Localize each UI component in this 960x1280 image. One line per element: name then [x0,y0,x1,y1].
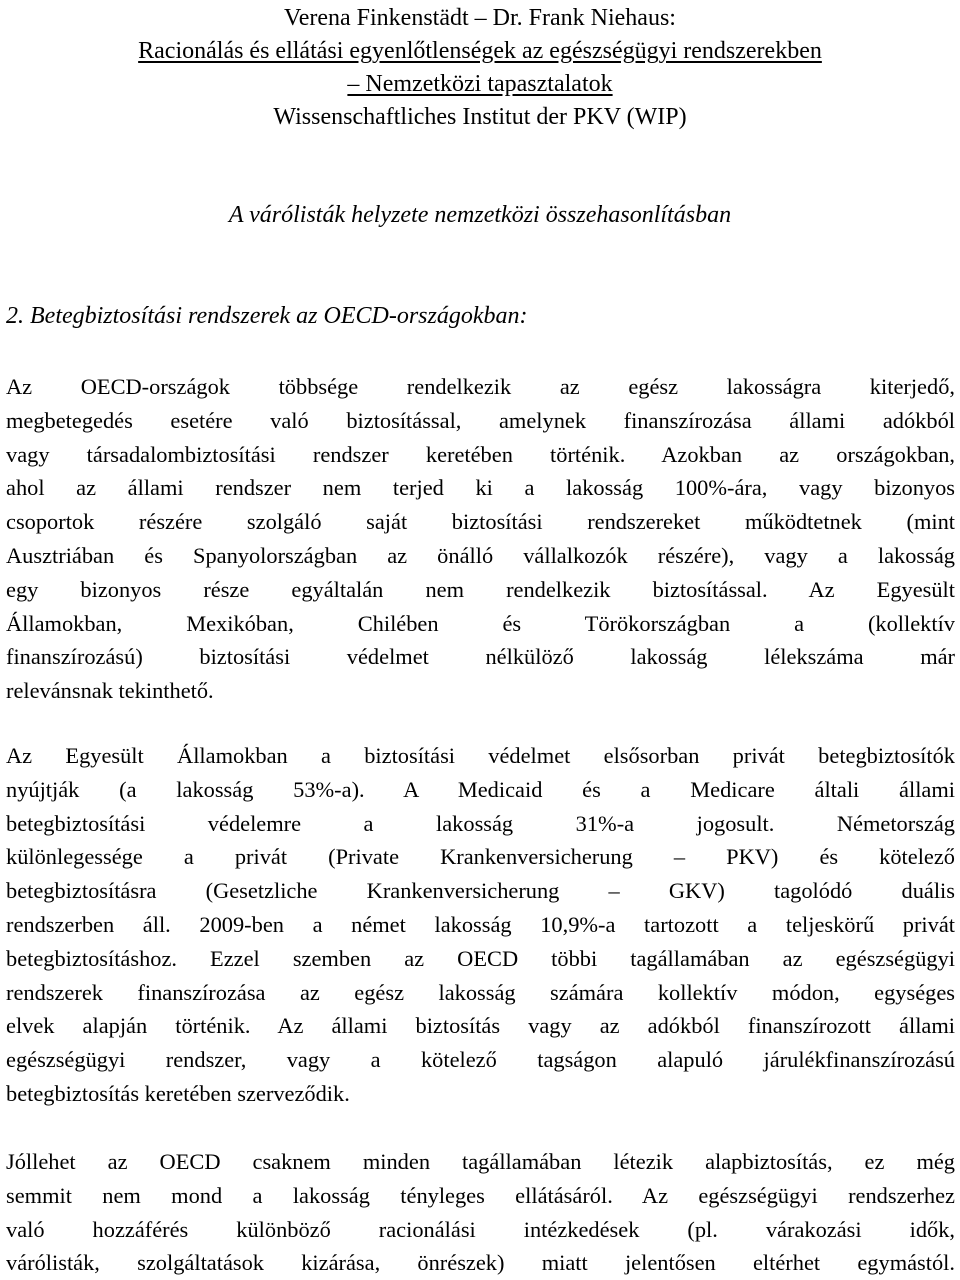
title-line-2: – Nemzetközi tapasztalatok [347,71,613,97]
paragraph-line: rendszerek finanszírozása az egész lakosság számára kollektív módon, egységes [6,979,955,1005]
paragraph-line: egészségügyi rendszer, vagy a kötelező tagságon alapuló járulékfinanszírozású [6,1047,955,1073]
paragraph-line: ahol az állami rendszer nem terjed ki a lakosság 100%-ára, vagy bizonyos [6,475,955,501]
title-line-1: Racionálás és ellátási egyenlőtlenségek az egészségügyi rendszerekben [138,38,822,64]
paragraph-line: semmit nem mond a lakosság tényleges ellátásáról. Az egészségügyi rendszerhez [6,1182,955,1208]
paragraph-line: nyújtják (a lakosság 53%-a). A Medicaid és a Medicare általi állami [6,776,955,802]
paragraph-line: relevánsnak tekinthető. [6,678,214,704]
paragraph-line: Az Egyesült Államokban a biztosítási védelmet elsősorban privát betegbiztosítók [6,743,955,768]
paragraph-3 [6,1145,955,1280]
paragraph-line: Az OECD-országok többsége rendelkezik az egész lakosságra kiterjedő, [6,374,955,399]
paragraph-line: betegbiztosítási védelemre a lakosság 31%-a jogosult. Németország [6,810,955,836]
paragraph-line: csoportok részére szolgáló saját biztosítási rendszereket működtetnek (mint [6,509,955,535]
paragraph-line: betegbiztosítás keretében szerveződik. [6,1080,350,1106]
document-header [0,2,960,134]
paragraph-line: elvek alapján történik. Az állami biztosítás vagy az adókból finanszírozott állami [6,1013,955,1039]
paragraph-line: rendszerben áll. 2009-ben a német lakosság 10,9%-a tartozott a teljeskörű privát [6,911,955,937]
paragraph-line: várólisták, szolgáltatások kizárása, önrészek) miatt jelentősen eltérhet egymástól. [6,1250,955,1276]
paragraph-line: Ausztriában és Spanyolországban az önálló vállalkozók részére), vagy a lakosság [6,542,955,568]
paragraph-line: megbetegedés esetére való biztosítással, amelynek finanszírozása állami adókból [6,407,955,433]
paragraph-line: való hozzáférés különböző racionálási intézkedések (pl. várakozási idők, [6,1216,955,1242]
paragraph-line: egy bizonyos része egyáltalán nem rendelkezik biztosítással. Az Egyesült [6,576,955,602]
paragraph-line: különlegessége a privát (Private Krankenversicherung – PKV) és kötelező [6,844,955,870]
paragraph-line: vagy társadalombiztosítási rendszer keretében történik. Azokban az országokban, [6,441,955,467]
authors-line: Verena Finkenstädt – Dr. Frank Niehaus: [284,5,676,31]
paragraph-1 [6,370,955,708]
paragraph-line: Jóllehet az OECD csaknem minden tagállamában létezik alapbiztosítás, ez még [6,1149,955,1174]
paragraph-line: betegbiztosításra (Gesetzliche Krankenversicherung – GKV) tagolódó duális [6,878,955,904]
institute-line: Wissenschaftliches Institut der PKV (WIP) [273,104,687,130]
document-subtitle: A várólisták helyzete nemzetközi összehasonlításban [228,202,732,228]
paragraph-2 [6,739,955,1111]
paragraph-line: Államokban, Mexikóban, Chilében és Törökországban a (kollektív [6,610,955,636]
paragraph-line: finanszírozású) biztosítási védelmet nélkülöző lakosság lélekszáma már [6,644,955,670]
section-heading: 2. Betegbiztosítási rendszerek az OECD-országokban: [6,303,528,329]
paragraph-line: betegbiztosításhoz. Ezzel szemben az OECD többi tagállamában az egészségügyi [6,945,955,971]
